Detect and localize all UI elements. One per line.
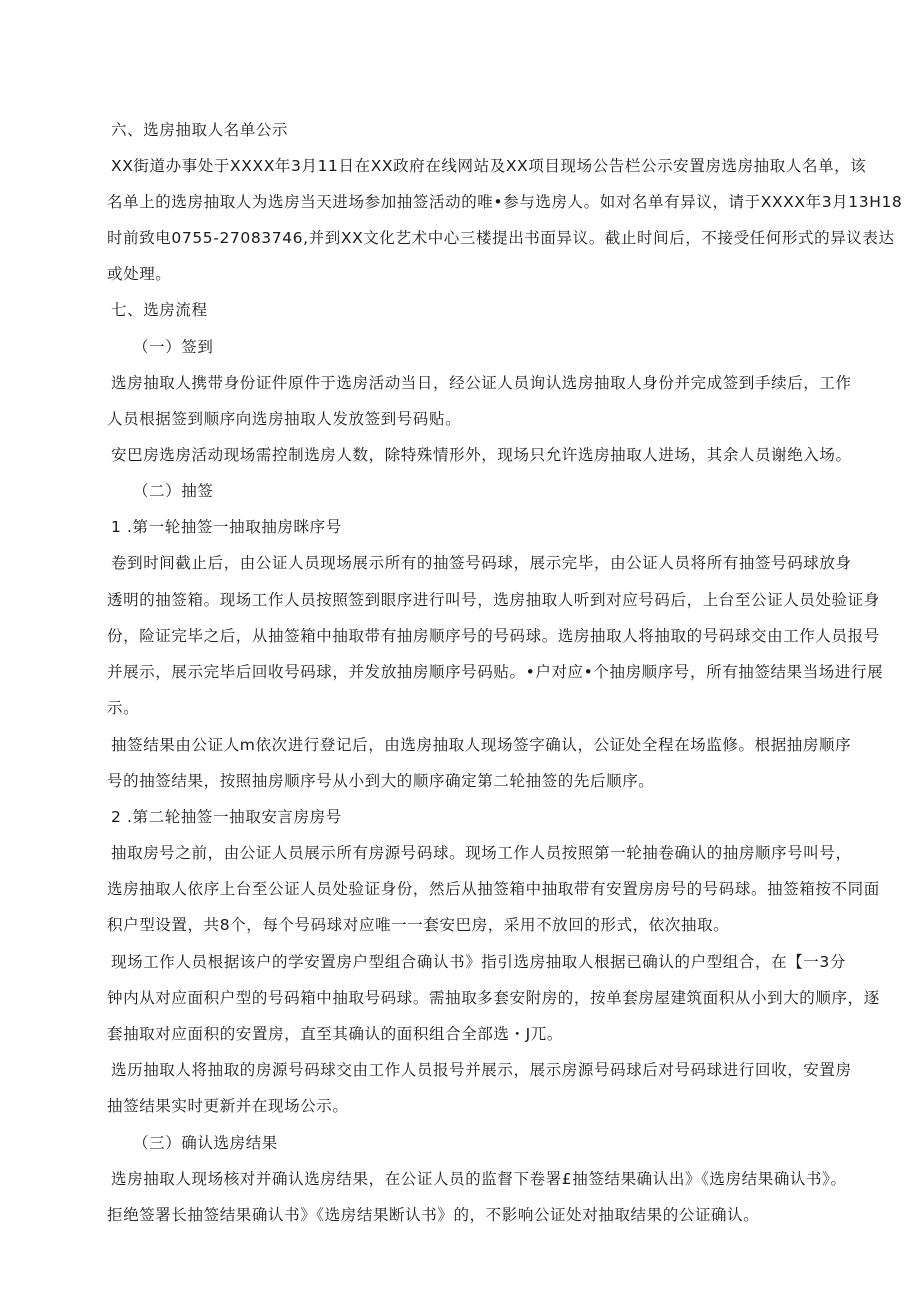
round-1-para-line-5: 示。 [107, 699, 140, 717]
sign-in-para-line-1: 选房抽取人携带身份证件原件于选房活动当日，经公证人员询认选房抽取人身份并完成签到手续后，工作 [111, 374, 852, 392]
round-1-para-line-2: 透明的抽签箱。现场工作人员按照签到眼序进行叫号，选房抽取人听到对应号码后，上台至公证人员处验证身 [107, 591, 880, 609]
section-6-para-line-2: 名单上的选房抽取人为选房当天进场参加抽签活动的唯•参与选房人。如对名单有异议，请于XXXX年3月13H18 [107, 193, 903, 211]
section-6-heading: 六、选房抽取人名单公示 [111, 121, 289, 139]
section-6-para-line-1: XX街道办事处于XXXX年3月11日在XX政府在线网站及XX项目现场公告栏公示安置房选房抽取人名单，该 [111, 157, 867, 175]
round-1-result-line-2: 号的抽签结果，按照抽房顺序号从小到大的顺序确定第二轮抽签的先后顺序。 [107, 772, 655, 790]
round-1-result-line-1: 抽签结果由公证人m依次进行登记后，由选房抽取人现场签字确认，公证处全程在场监修。根据抽房顺序 [111, 736, 852, 754]
sign-in-para-line-2: 人员根据签到顺序向选房抽取人发放签到号码贴。 [107, 410, 462, 428]
section-7-heading: 七、选房流程 [111, 301, 208, 319]
section-6-para-line-4: 或处理。 [107, 265, 172, 283]
round-1-para-line-3: 份，险证完毕之后，从抽签箱中抽取带有抽房顺序号的号码球。选房抽取人将抽取的号码球交由工作人员报号 [107, 627, 880, 645]
round-2-para-line-2: 选房抽取人依序上台至公证人员处验证身份，然后从抽签箱中抽取带有安置房房号的号码球。抽签箱按不同面 [107, 880, 880, 898]
subsection-2-heading: （二）抽签 [133, 482, 214, 500]
round-1-para-line-1: 卷到时间截止后，由公证人员现场展示所有的抽签号码球，展示完毕，由公证人员将所有抽签号码球放身 [111, 554, 852, 572]
subsection-3-heading: （三）确认选房结果 [133, 1134, 278, 1152]
round-2-recycle-line-2: 抽签结果实时更新并在现场公示。 [107, 1097, 349, 1115]
round-2-para-line-1: 抽取房号之前，由公证人员展示所有房源号码球。现场工作人员按照第一轮抽卷确认的抽房顺序号叫号， [111, 844, 852, 862]
confirm-para-line-2: 拒绝签署长抽签结果确认书》《选房结果断认书》的，不影响公证处对抽取结果的公证确认。 [107, 1206, 760, 1224]
round-1-para-line-4: 并展示，展示完毕后回收号码球，并发放抽房顺序号码贴。•户对应•个抽房顺序号，所有抽签结果当场进行展 [107, 663, 884, 681]
subsection-1-heading: （一）签到 [133, 338, 214, 356]
venue-control-para: 安巴房选房活动现场需控制选房人数，除特殊情形外，现场只允许选房抽取人进场，其余人员谢绝入场。 [111, 446, 852, 464]
round-2-para-line-3: 积户型设置，共8个，每个号码球对应唯一一套安巴房，采用不放回的形式，依次抽取。 [107, 916, 730, 934]
confirm-para-line-1: 选房抽取人现场核对并确认选房结果，在公证人员的监督下卷署£抽签结果确认出》《选房结果确认书》。 [111, 1170, 847, 1188]
round-2-guide-line-2: 钟内从对应面积户型的号码箱中抽取号码球。需抽取多套安附房的，按单套房屋建筑面积从小到大的顺序，逐 [107, 989, 880, 1007]
round-1-heading: 1 .第一轮抽签一抽取抽房眯序号 [111, 518, 342, 536]
section-6-para-line-3: 时前致电0755-27083746,并到XX文化艺术中心三楼提出书面异议。截止时间后，不接受任何形式的异议表达 [107, 229, 895, 247]
round-2-guide-line-3: 套抽取对应面积的安置房，直至其确认的面积组合全部选・J兀。 [107, 1025, 563, 1043]
round-2-heading: 2 .第二轮抽签一抽取安言房房号 [111, 808, 342, 826]
round-2-guide-line-1: 现场工作人员根据该户的学安置房户型组合确认书》指引选房抽取人根据已确认的户型组合，在【一3分 [111, 953, 846, 971]
round-2-recycle-line-1: 选历抽取人将抽取的房源号码球交由工作人员报号并展示，展示房源号码球后对号码球进行回收，安置房 [111, 1061, 852, 1079]
